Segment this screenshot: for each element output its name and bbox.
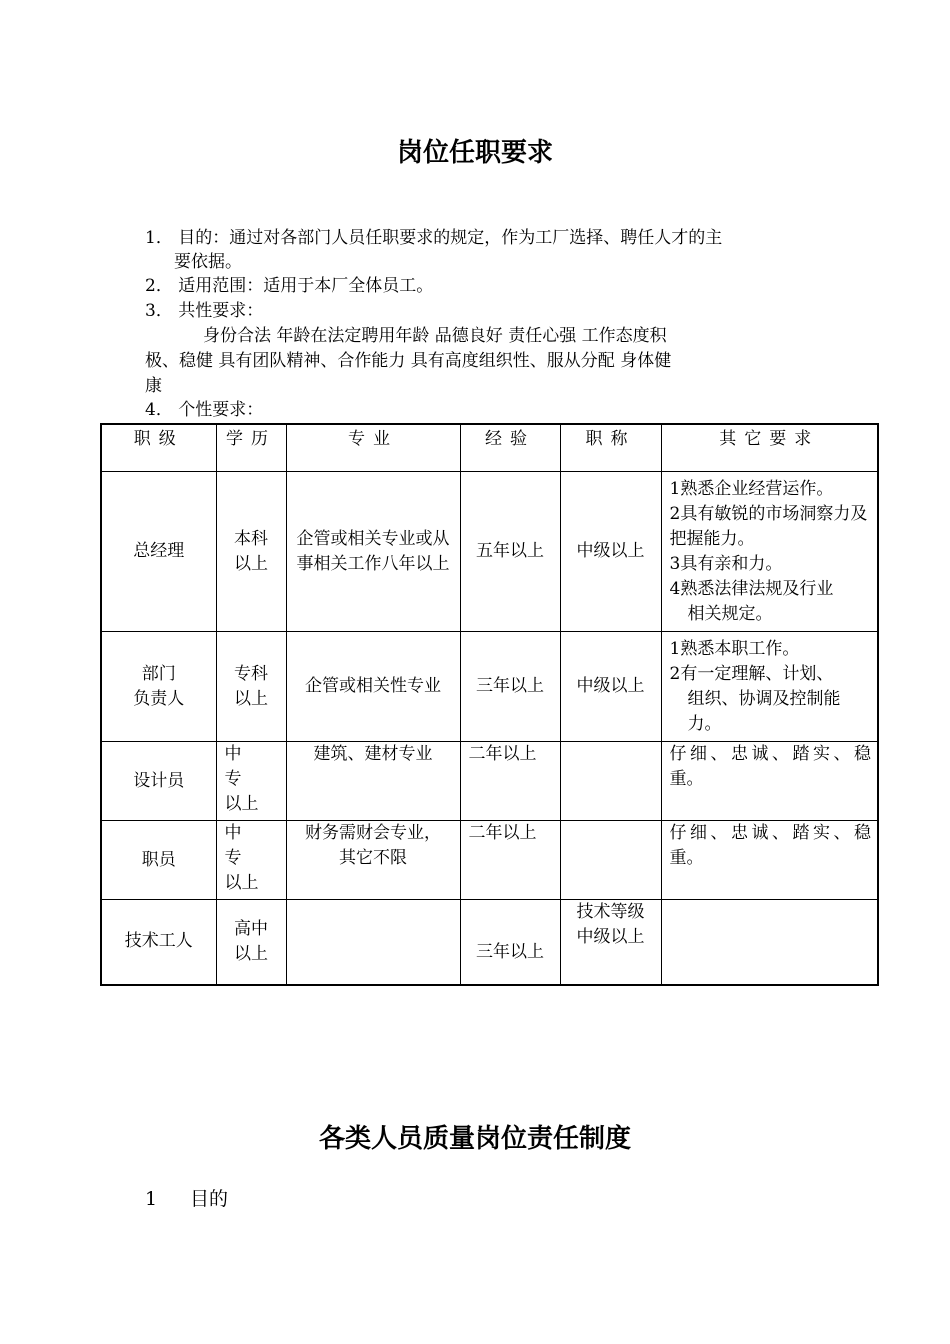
cell-text: 以上 — [234, 553, 268, 574]
item-3-text-line-2: 极、稳健 具有团队精神、合作能力 具有高度组织性、服从分配 身体健 — [145, 351, 672, 371]
cell-text: 2具有敏锐的市场洞察力及把握能力。 — [669, 503, 868, 549]
section-1-number: 1 — [145, 1188, 158, 1210]
cell-major: 企管或相关专业或从事相关工作八年以上 — [286, 472, 460, 632]
section-title: 各类人员质量岗位责任制度 — [318, 1124, 631, 1154]
cell-text: 其它不限 — [339, 848, 407, 868]
cell-title — [560, 900, 661, 985]
cell-text: 1熟悉企业经营运作。 — [669, 478, 834, 499]
table-row — [101, 900, 878, 985]
cell-text: 负责人 — [133, 688, 185, 709]
cell-level: 设计员 — [101, 742, 216, 821]
item-2: 2． 适用范围：适用于本厂全体员工。 — [145, 276, 434, 296]
cell-level: 职员 — [101, 821, 216, 900]
cell-text: 以上 — [234, 688, 268, 709]
cell-title — [560, 742, 661, 821]
cell-title — [560, 821, 661, 900]
cell-major: 企管或相关性专业 — [286, 632, 460, 742]
cell-education — [216, 632, 286, 742]
table-header-row — [101, 424, 878, 472]
item-3: 3． 共性要求： — [145, 301, 264, 321]
cell-text: 仔细、忠诚、踏实、稳 — [669, 823, 871, 843]
cell-text: 技术等级 — [576, 902, 645, 922]
cell-experience: 五年以上 — [460, 472, 560, 632]
cell-text: 重。 — [669, 769, 704, 789]
cell-text: 财务需财会专业， — [305, 823, 441, 843]
cell-education — [216, 742, 286, 821]
cell-major — [286, 900, 460, 985]
cell-other — [661, 821, 878, 900]
cell-text: 以上 — [224, 794, 259, 814]
cell-other — [661, 632, 878, 742]
cell-education — [216, 900, 286, 985]
cell-other — [661, 900, 878, 985]
header-education: 学历 — [216, 424, 286, 472]
cell-text: 本科 — [234, 528, 268, 549]
cell-experience: 二年以上 — [460, 742, 560, 821]
cell-experience: 三年以上 — [460, 900, 560, 985]
cell-level: 总经理 — [101, 472, 216, 632]
header-experience: 经验 — [460, 424, 560, 472]
cell-level: 技术工人 — [101, 900, 216, 985]
cell-text: 中专 — [224, 823, 256, 868]
cell-experience: 三年以上 — [460, 632, 560, 742]
cell-title: 中级以上 — [560, 472, 661, 632]
cell-text: 专科 — [234, 663, 268, 684]
header-major: 专业 — [286, 424, 460, 472]
header-other: 其它要求 — [661, 424, 878, 472]
cell-text: 3具有亲和力。 — [669, 553, 783, 574]
cell-other — [661, 472, 878, 632]
cell-text: 相关规定。 — [687, 603, 773, 624]
cell-experience: 二年以上 — [460, 821, 560, 900]
cell-text: 中级以上 — [576, 927, 645, 947]
table-row — [101, 472, 878, 632]
cell-education — [216, 472, 286, 632]
cell-text: 4熟悉法律法规及行业 — [669, 578, 834, 599]
requirements-table — [100, 423, 879, 986]
cell-major — [286, 821, 460, 900]
cell-text: 以上 — [224, 873, 259, 893]
cell-text: 2有一定理解、计划、 — [669, 663, 834, 684]
table-row — [101, 632, 878, 742]
table-row — [101, 742, 878, 821]
item-1-line-1: 1． 目的：通过对各部门人员任职要求的规定，作为工厂选择、聘任人才的主 — [145, 228, 723, 248]
cell-text: 仔细、忠诚、踏实、稳 — [669, 744, 871, 764]
cell-text: 组织、协调及控制能 — [687, 688, 841, 709]
cell-text: 高中 — [234, 918, 268, 939]
item-1-line-2: 要依据。 — [174, 252, 242, 272]
item-3-text-line-1: 身份合法 年龄在法定聘用年龄 品德良好 责任心强 工作态度积 — [203, 326, 667, 346]
cell-education — [216, 821, 286, 900]
cell-text: 1熟悉本职工作。 — [669, 638, 800, 659]
cell-major: 建筑、建材专业 — [286, 742, 460, 821]
page-title: 岗位任职要求 — [396, 138, 553, 168]
cell-text: 以上 — [234, 943, 268, 964]
cell-text: 重。 — [669, 848, 704, 868]
cell-text: 部门 — [141, 663, 176, 684]
cell-text: 中专 — [224, 744, 256, 789]
cell-title: 中级以上 — [560, 632, 661, 742]
cell-level — [101, 632, 216, 742]
section-1-label: 目的 — [190, 1188, 229, 1210]
header-title: 职称 — [560, 424, 661, 472]
item-4: 4． 个性要求： — [145, 400, 264, 420]
item-3-text-line-3: 康 — [145, 376, 162, 396]
cell-text: 力。 — [687, 713, 722, 734]
cell-other — [661, 742, 878, 821]
table-row — [101, 821, 878, 900]
header-level: 职级 — [101, 424, 216, 472]
